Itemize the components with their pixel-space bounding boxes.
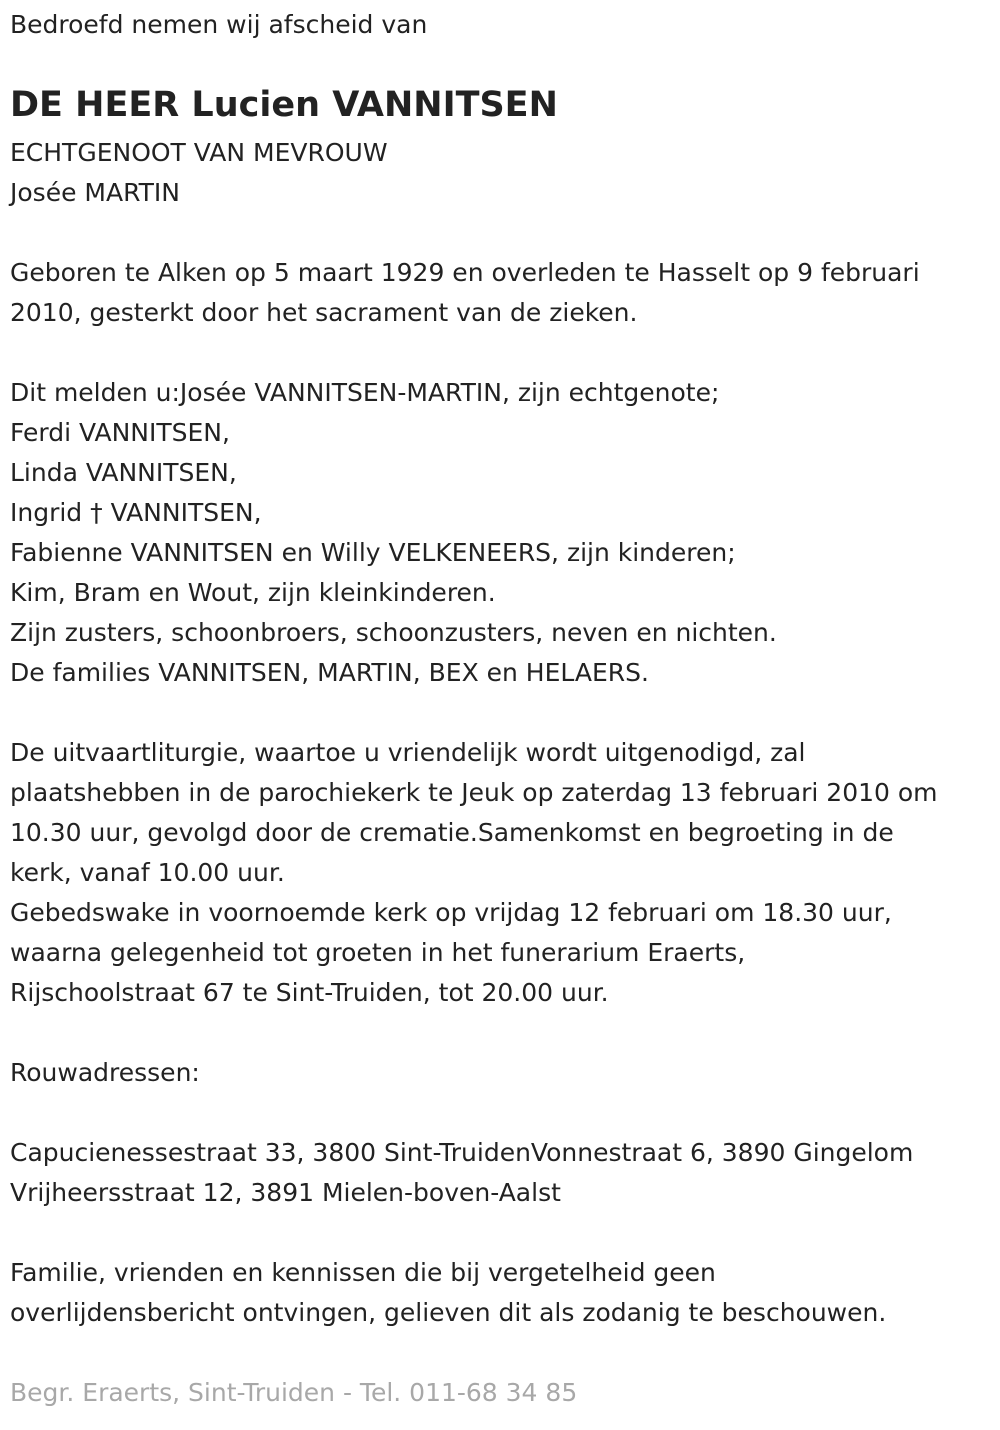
family-line: Ingrid † VANNITSEN, [10, 498, 262, 527]
spouse-line: Josée MARTIN [10, 178, 180, 207]
funeral-line: Gebedswake in voornoemde kerk op vrijdag 12 februari om 18.30 uur, [10, 898, 892, 927]
family-line: Ferdi VANNITSEN, [10, 418, 230, 447]
address-block [10, 1133, 913, 1213]
rouw-heading-block [10, 1053, 200, 1093]
spouse-block [10, 133, 388, 213]
funeral-line: 10.30 uur, gevolgd door de crematie.Samenkomst en begroeting in de [10, 818, 894, 847]
family-line: Fabienne VANNITSEN en Willy VELKENEERS, zijn kinderen; [10, 538, 736, 567]
funeral-line: waarna gelegenheid tot groeten in het funerarium Eraerts, [10, 938, 746, 967]
birth-line: Geboren te Alken op 5 maart 1929 en overleden te Hasselt op 9 februari [10, 258, 920, 287]
funeral-block [10, 733, 938, 1013]
funeral-line: plaatshebben in de parochiekerk te Jeuk op zaterdag 13 februari 2010 om [10, 778, 938, 807]
funeral-line: kerk, vanaf 10.00 uur. [10, 858, 285, 887]
family-line: Kim, Bram en Wout, zijn kleinkinderen. [10, 578, 496, 607]
funeral-home-footer: Begr. Eraerts, Sint-Truiden - Tel. 011-68 34 85 [10, 1378, 578, 1407]
family-block [10, 373, 777, 693]
note-block [10, 1253, 886, 1333]
funeral-line: De uitvaartliturgie, waartoe u vriendelijk wordt uitgenodigd, zal [10, 738, 806, 767]
footer-block [10, 1373, 577, 1413]
birth-death-block [10, 253, 920, 333]
spouse-line: ECHTGENOOT VAN MEVROUW [10, 138, 388, 167]
deceased-name: DE HEER Lucien VANNITSEN [10, 85, 558, 125]
note-line: Familie, vrienden en kennissen die bij vergetelheid geen [10, 1258, 716, 1287]
address-line: Capucienessestraat 33, 3800 Sint-TruidenVonnestraat 6, 3890 Gingelom [10, 1138, 914, 1167]
family-line: Zijn zusters, schoonbroers, schoonzusters, neven en nichten. [10, 618, 777, 647]
intro-text: Bedroefd nemen wij afscheid van [10, 10, 428, 39]
family-line: Linda VANNITSEN, [10, 458, 237, 487]
family-line: Dit melden u:Josée VANNITSEN-MARTIN, zijn echtgenote; [10, 378, 720, 407]
funeral-line: Rijschoolstraat 67 te Sint-Truiden, tot 20.00 uur. [10, 978, 609, 1007]
address-line: Vrijheersstraat 12, 3891 Mielen-boven-Aalst [10, 1178, 561, 1207]
note-line: overlijdensbericht ontvingen, gelieven dit als zodanig te beschouwen. [10, 1298, 887, 1327]
family-line: De families VANNITSEN, MARTIN, BEX en HELAERS. [10, 658, 649, 687]
birth-line: 2010, gesterkt door het sacrament van de zieken. [10, 298, 638, 327]
rouw-heading: Rouwadressen: [10, 1058, 200, 1087]
